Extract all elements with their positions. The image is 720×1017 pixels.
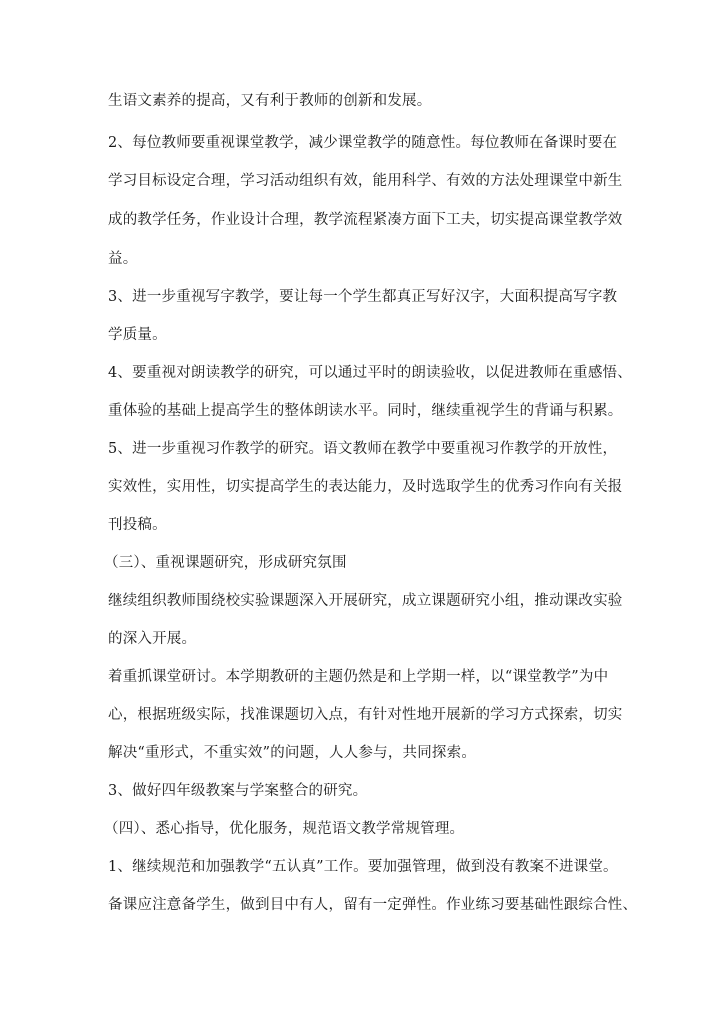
- text-line: 实效性，实用性，切实提高学生的表达能力，及时选取学生的优秀习作向有关报: [108, 479, 623, 495]
- section-heading: （四）、悉心指导，优化服务，规范语文教学常规管理。: [104, 821, 465, 837]
- text-line: 心，根据班级实际，找准课题切入点，有针对性地开展新的学习方式探索，切实: [108, 707, 623, 723]
- text-line: 3、进一步重视写字教学，要让每一个学生都真正写好汉字，大面积提高写字教: [108, 289, 618, 305]
- text-line: 益。: [108, 251, 138, 267]
- text-line: 刊投稿。: [108, 517, 167, 533]
- text-line: 4、要重视对朗读教学的研究，可以通过平时的朗读验收，以促进教师在重感悟、: [108, 365, 632, 381]
- text-line: 1、继续规范和加强教学“五认真”工作。要加强管理，做到没有教案不进课堂。: [108, 859, 618, 875]
- text-line: 学质量。: [108, 327, 167, 343]
- text-line: 成的教学任务，作业设计合理，教学流程紧凑方面下工夫，切实提高课堂教学效: [108, 212, 623, 228]
- text-line: 2、每位教师要重视课堂教学，减少课堂教学的随意性。每位教师在备课时要在: [108, 135, 618, 151]
- text-line: 重体验的基础上提高学生的整体朗读水平。同时，继续重视学生的背诵与积累。: [108, 403, 623, 419]
- section-heading: （三）、重视课题研究，形成研究氛围: [104, 555, 347, 571]
- text-line: 5、进一步重视习作教学的研究。语文教师在教学中要重视习作教学的开放性，: [108, 441, 618, 457]
- text-line: 继续组织教师围绕校实验课题深入开展研究，成立课题研究小组，推动课改实验: [108, 593, 623, 609]
- text-line: 的深入开展。: [108, 631, 197, 647]
- text-line: 生语文素养的提高，又有利于教师的创新和发展。: [108, 93, 432, 109]
- text-line: 着重抓课堂研讨。本学期教研的主题仍然是和上学期一样，以“课堂教学”为中: [108, 669, 609, 685]
- text-line: 解决“重形式，不重实效”的问题，人人参与，共同探索。: [108, 745, 477, 761]
- text-line: 3、做好四年级教案与学案整合的研究。: [108, 783, 368, 799]
- text-line: 学习目标设定合理，学习活动组织有效，能用科学、有效的方法处理课堂中新生: [108, 173, 623, 189]
- text-line: 备课应注意备学生，做到目中有人，留有一定弹性。作业练习要基础性跟综合性、: [108, 897, 638, 913]
